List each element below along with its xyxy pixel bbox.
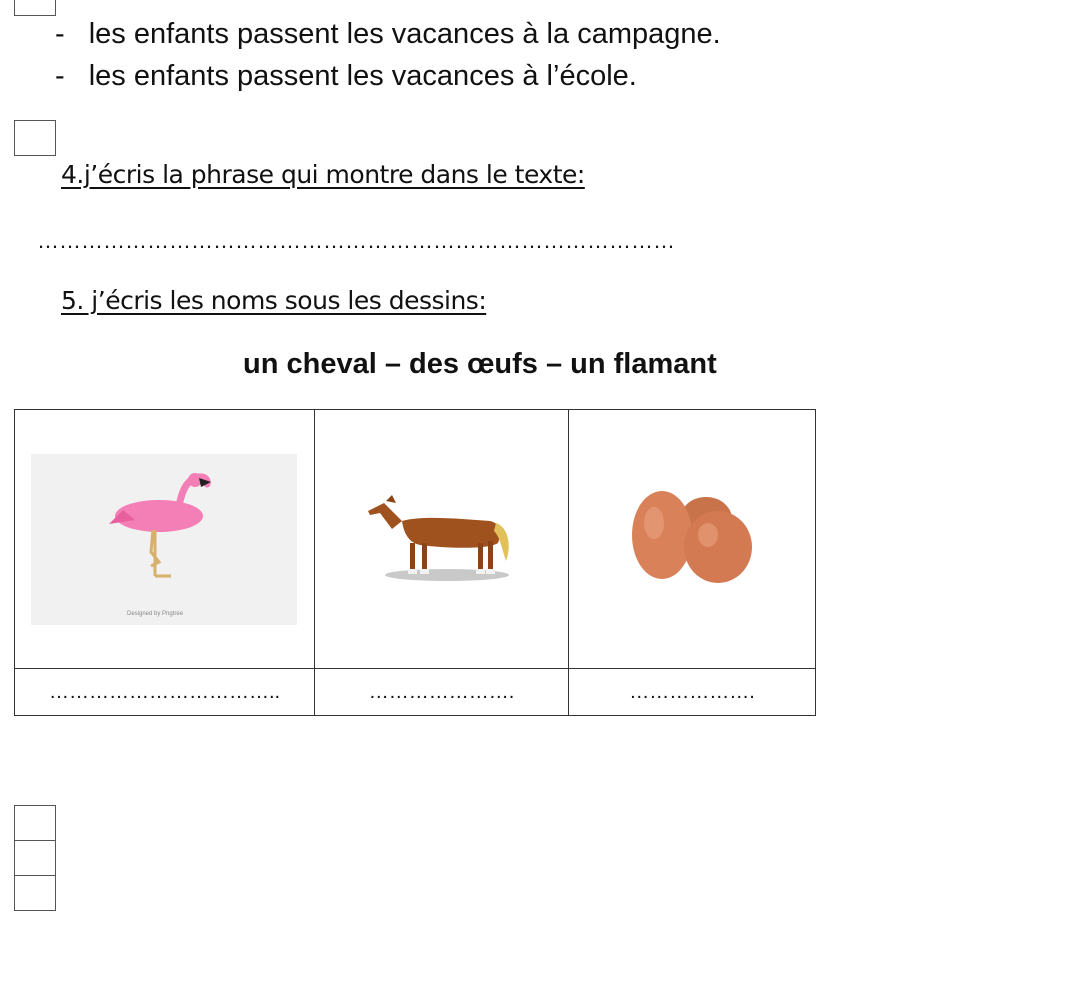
flamingo-answer-blank[interactable]: …………………………….. <box>15 669 315 716</box>
option-text: les enfants passent les vacances à l’école. <box>88 60 637 92</box>
horse-answer-blank[interactable]: …………………. <box>315 669 569 716</box>
answer-checkbox[interactable] <box>14 805 56 841</box>
flamingo-cell <box>15 410 315 669</box>
option-ecole <box>55 60 637 93</box>
answer-checkbox[interactable] <box>14 875 56 911</box>
question-4-title: 4.j’écris la phrase qui montre dans le texte: <box>61 160 585 189</box>
answer-checkbox[interactable] <box>14 840 56 876</box>
answer-checkbox[interactable] <box>14 120 56 156</box>
horse-cell <box>315 410 569 669</box>
option-dash: - <box>55 18 65 50</box>
question-5-title: 5. j’écris les noms sous les dessins: <box>61 286 487 315</box>
option-campagne <box>55 18 721 51</box>
eggs-cell <box>569 410 816 669</box>
flamingo-icon <box>31 454 297 625</box>
horse-icon <box>362 489 522 589</box>
image-credit: Designed by Pngtree <box>127 610 184 617</box>
option-dash: - <box>55 60 65 92</box>
eggs-icon <box>622 489 762 589</box>
eggs-answer-blank[interactable]: ………………. <box>569 669 816 716</box>
word-bank: un cheval – des œufs – un flamant <box>243 348 717 380</box>
answer-checkbox[interactable] <box>14 0 56 16</box>
flamingo-picture <box>31 454 297 625</box>
option-text: les enfants passent les vacances à la campagne. <box>88 18 721 50</box>
question-4-answer-line[interactable]: …………………………………………………………………………… <box>37 228 675 253</box>
picture-table <box>14 409 816 716</box>
